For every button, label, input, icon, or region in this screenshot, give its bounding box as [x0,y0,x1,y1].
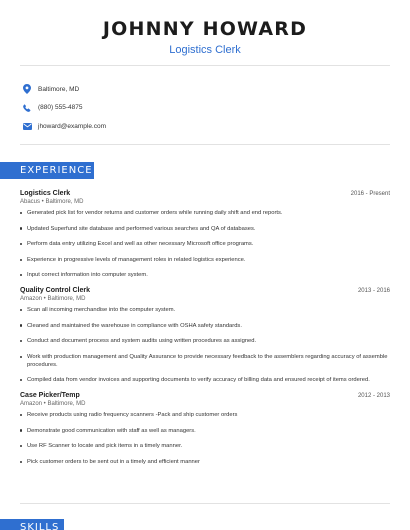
job-bullet: Conduct and document process and system audits using written procedures as assigned. [20,337,390,345]
job-bullet: Cleaned and maintained the warehouse in compliance with OSHA safety standards. [20,322,390,330]
job-dates: 2016 - Present [350,191,390,197]
job-bullets [20,209,390,279]
job-title: Quality Control Clerk [20,286,91,294]
job-dates: 2013 - 2016 [357,287,390,294]
job-bullet: Work with production management and Quality Assurance to provide necessary feedback to the assemblers regarding accuracy of assemble procedures. [20,353,390,369]
job-header [20,287,390,294]
job-bullet: Scan all incoming merchandise into the computer system. [20,306,390,314]
resume-header [0,0,410,56]
contact-phone [20,99,106,117]
contact-list [20,80,106,136]
job-bullet: Input correct information into computer system. [20,271,390,279]
job-bullet: Experience in progressive levels of management roles in related logistics experience. [20,256,390,264]
phone-icon [20,101,34,115]
job-dates: 2012 - 2013 [357,392,390,399]
job-company: Abacus • Baltimore, MD [20,199,84,205]
contact-email [20,117,106,135]
job-header [20,190,390,197]
job-title: Logistics Clerk [20,190,71,197]
experience-list [20,190,390,473]
location-pin-icon [20,82,34,96]
job-entry [20,287,390,384]
job-bullet: Compiled data from vendor invoices and supporting documents to verify accuracy of billing data and ensured receipt of items ordered. [20,376,390,384]
contact-phone-text: (880) 555-4875 [38,104,83,111]
job-company: Amazon • Baltimore, MD [20,295,86,302]
job-bullet: Use RF Scanner to locate and pick items in a timely manner. [20,442,390,450]
header-divider [20,65,390,66]
section-heading-skills: SKILLS [0,519,64,530]
job-entry [20,392,390,466]
contact-email-text: jhoward@example.com [38,122,107,130]
experience-divider [20,503,390,504]
job-bullet: Perform data entry utilizing Excel and well as other necessary Microsoft office programs. [20,240,390,248]
contact-location [20,80,106,98]
job-company: Amazon • Baltimore, MD [20,400,86,407]
job-bullet: Generated pick list for vendor returns and customer orders while running daily shift and end reports. [20,209,390,217]
candidate-title: Logistics Clerk [169,44,241,56]
job-bullet: Pick customer orders to be sent out in a timely and efficient manner [20,458,390,466]
job-header [20,392,390,399]
contact-divider [20,144,390,145]
job-bullet: Receive products using radio frequency scanners -Pack and ship customer orders [20,411,390,419]
section-heading-experience: EXPERIENCE [0,162,94,179]
job-bullet: Demonstrate good communication with staff as well as managers. [20,427,390,435]
candidate-name: JOHNNY HOWARD [102,18,308,40]
email-icon [20,119,34,133]
job-bullet: Updated Superfund site database and performed various searches and QA of databases. [20,225,390,233]
job-title: Case Picker/Temp [20,391,80,399]
job-bullets [20,306,390,384]
contact-location-text: Baltimore, MD [38,85,80,93]
job-entry [20,190,390,279]
job-bullets [20,411,390,466]
